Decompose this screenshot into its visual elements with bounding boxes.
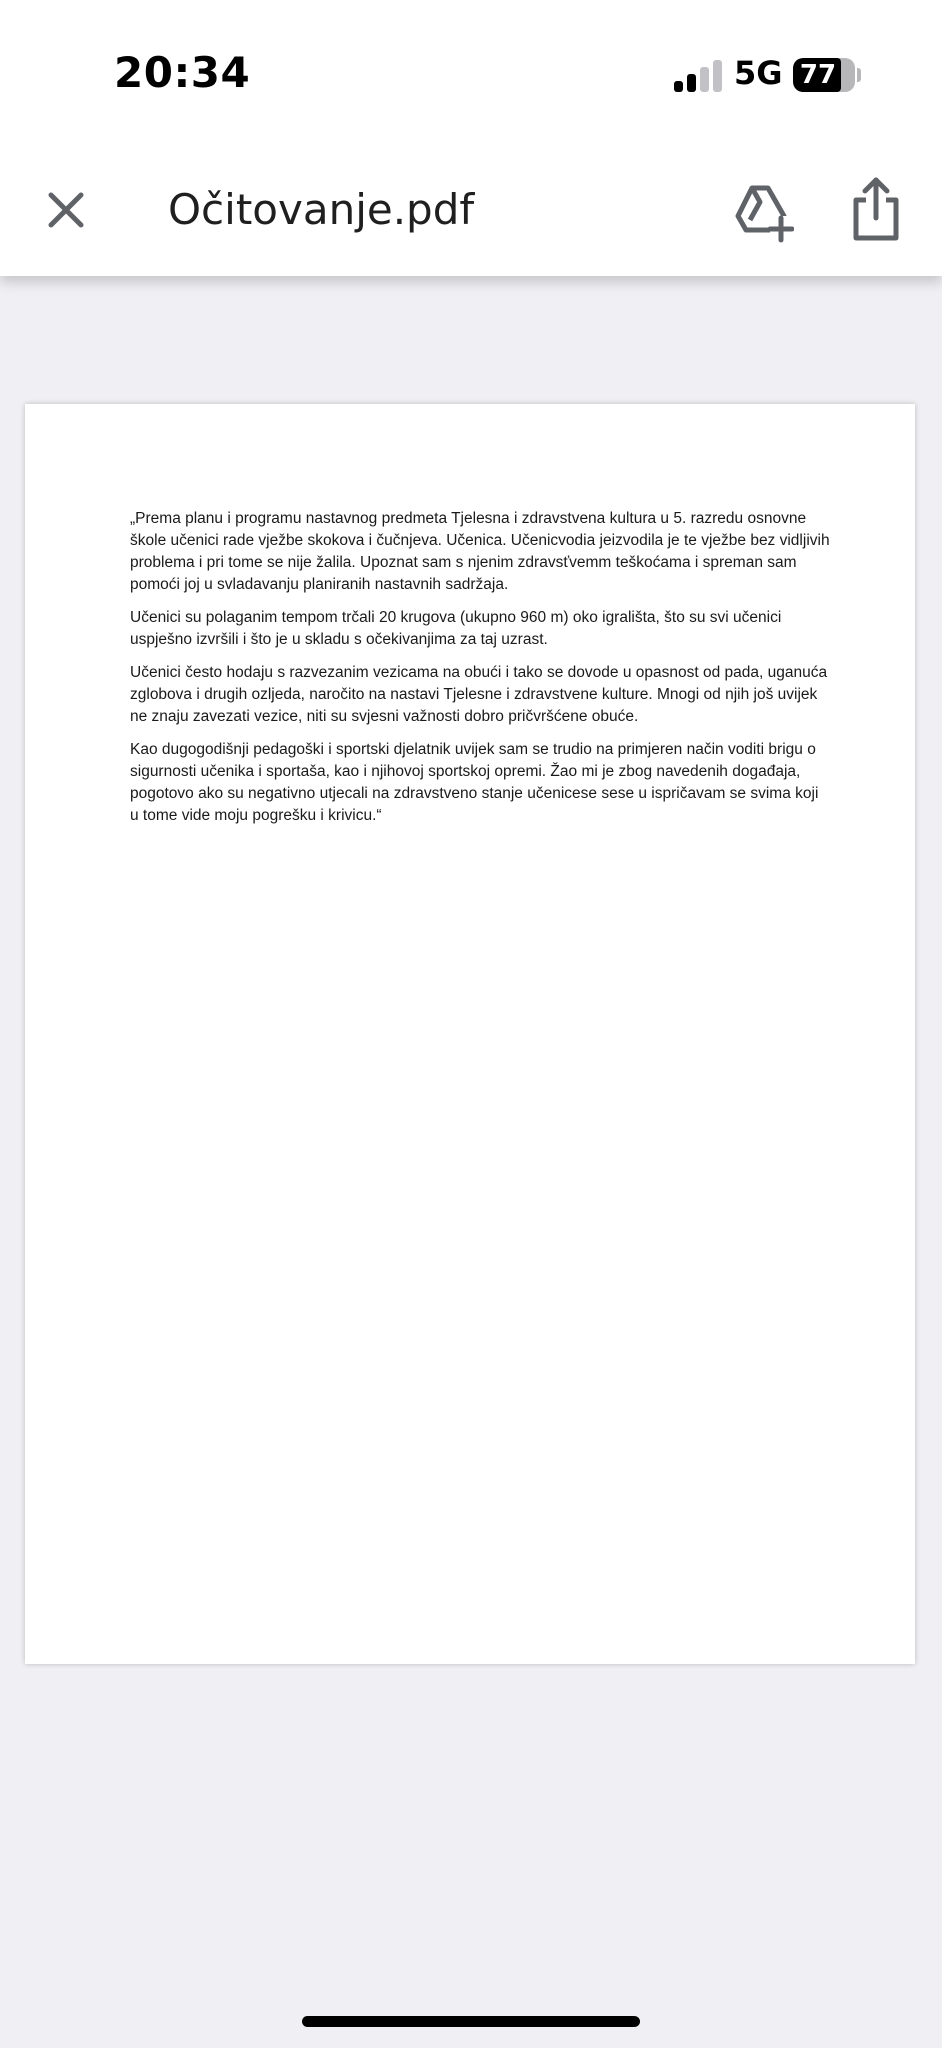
app-header (0, 0, 942, 276)
close-icon (36, 180, 96, 240)
status-bar (0, 0, 942, 150)
paragraph: Kao dugogodišnji pedagoški i sportski djelatnik uvijek sam se trudio na primjeren način voditi brigu o sigurnosti učenika i sportaša, kao i njihovoj sportskoj opremi. Žao mi je zbog navedenih događaja, pogotovo ako su negativno utjecali na zdravstveno stanje učenicese sese u ispričavam se svima koji u tome vide moju pogrešku i krivicu.“ (130, 741, 819, 824)
add-to-drive-icon (730, 180, 794, 244)
battery-icon (793, 58, 855, 92)
pdf-viewer[interactable] (0, 276, 942, 2048)
paragraph: Učenici često hodaju s razvezanim vezicama na obući i tako se dovode u opasnost od pada, uganuća zglobova i drugih ozljeda, naročito na nastavi Tjelesne i zdravstvene kulture. Mnogi od njih još uvijek ne znaju zavezati vezice, niti su svjesni važnosti dobro pričvršćene obuće. (130, 664, 828, 725)
paragraph: Učenici su polaganim tempom trčali 20 krugova (ukupno 960 m) oko igrališta, što su svi učenici uspješno izvršili i što je u skladu s očekivanjima za taj uzrast. (130, 609, 782, 648)
network-type: 5G (734, 54, 783, 92)
close-button[interactable] (36, 180, 96, 240)
pdf-toolbar (0, 160, 942, 260)
signal-bar (713, 60, 722, 92)
battery-level: 77 (799, 60, 837, 90)
home-indicator[interactable] (302, 2016, 640, 2027)
signal-bar (687, 74, 696, 92)
battery-tip (857, 68, 861, 82)
signal-bar (700, 67, 709, 92)
pdf-page[interactable] (25, 404, 915, 1664)
signal-bar (674, 81, 683, 92)
status-time: 20:34 (114, 48, 251, 97)
add-to-drive-button[interactable] (730, 180, 794, 244)
document-title: Očitovanje.pdf (168, 185, 475, 234)
cellular-signal-icon (674, 60, 722, 92)
share-button[interactable] (846, 174, 906, 244)
paragraph: „Prema planu i programu nastavnog predmeta Tjelesna i zdravstvena kultura u 5. razredu osnovne škole učenici rade vježbe skokova i čučnjeva. Učenica. Učenicvodia jeizvodila je te vježbe bez vidljivih problema i pri tome se nije žalila. Upoznat sam s njenim zdravsťvemm teškoćama i spreman sam pomoći joj u svladavanju planiranih nastavnih sadržaja. (130, 510, 830, 593)
share-icon (846, 174, 906, 244)
page-text (130, 508, 830, 838)
